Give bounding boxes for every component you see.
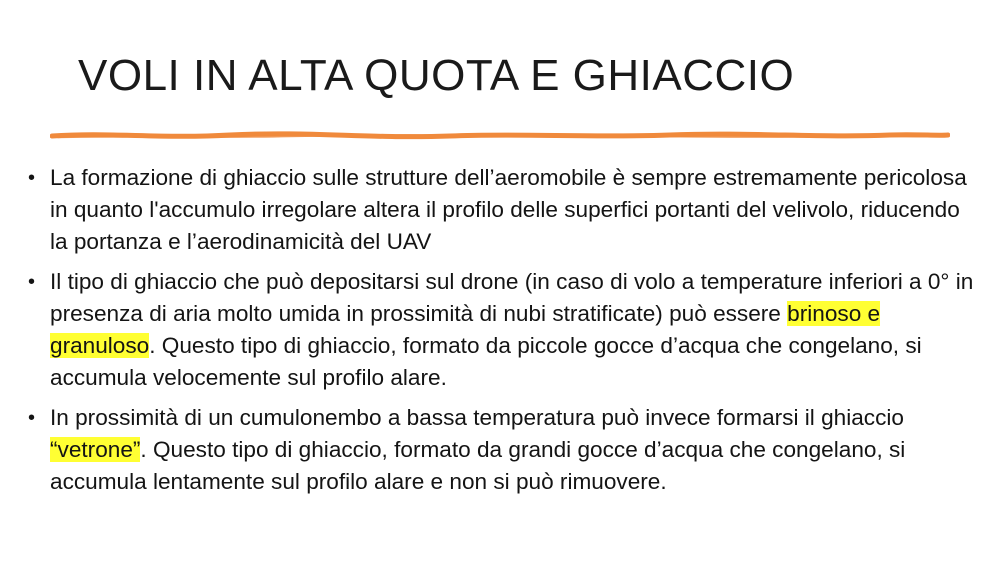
bullet-marker: • (28, 271, 36, 293)
title-underline-divider (50, 126, 950, 146)
bullet-item-ice-formation (28, 162, 978, 258)
bullet-list (28, 162, 978, 506)
bullet-text: La formazione di ghiaccio sulle strutture dell’aeromobile è sempre estremamente pericolosa in quanto l'accumulo irregolare altera il profilo delle superfici portanti del velivolo, riducendo la portanza e l’aerodinamicità del UAV (50, 165, 967, 254)
bullet-item-rime-ice (28, 266, 978, 394)
slide-title: VOLI IN ALTA QUOTA E GHIACCIO (78, 51, 795, 100)
bullet-text (50, 405, 905, 494)
highlighted-term: “vetrone” (50, 437, 141, 462)
highlighted-term: brinoso e granuloso (50, 301, 881, 358)
bullet-text-before: Il tipo di ghiaccio che può depositarsi sul drone (in caso di volo a temperature inferiori a 0° in presenza di aria molto umida in prossimità di nubi stratificate) può essere (50, 269, 974, 326)
bullet-text-after: . Questo tipo di ghiaccio, formato da piccole gocce d’acqua che congelano, si accumula velocemente sul profilo alare. (50, 333, 922, 390)
bullet-item-glaze-ice (28, 402, 978, 498)
bullet-text-after: . Questo tipo di ghiaccio, formato da grandi gocce d’acqua che congelano, si accumula lentamente sul profilo alare e non si può rimuovere. (50, 437, 906, 494)
bullet-text (50, 269, 973, 390)
bullet-text-before: In prossimità di un cumulonembo a bassa temperatura può invece formarsi il ghiaccio (50, 405, 904, 430)
bullet-marker: • (28, 407, 36, 429)
bullet-marker: • (28, 167, 36, 189)
